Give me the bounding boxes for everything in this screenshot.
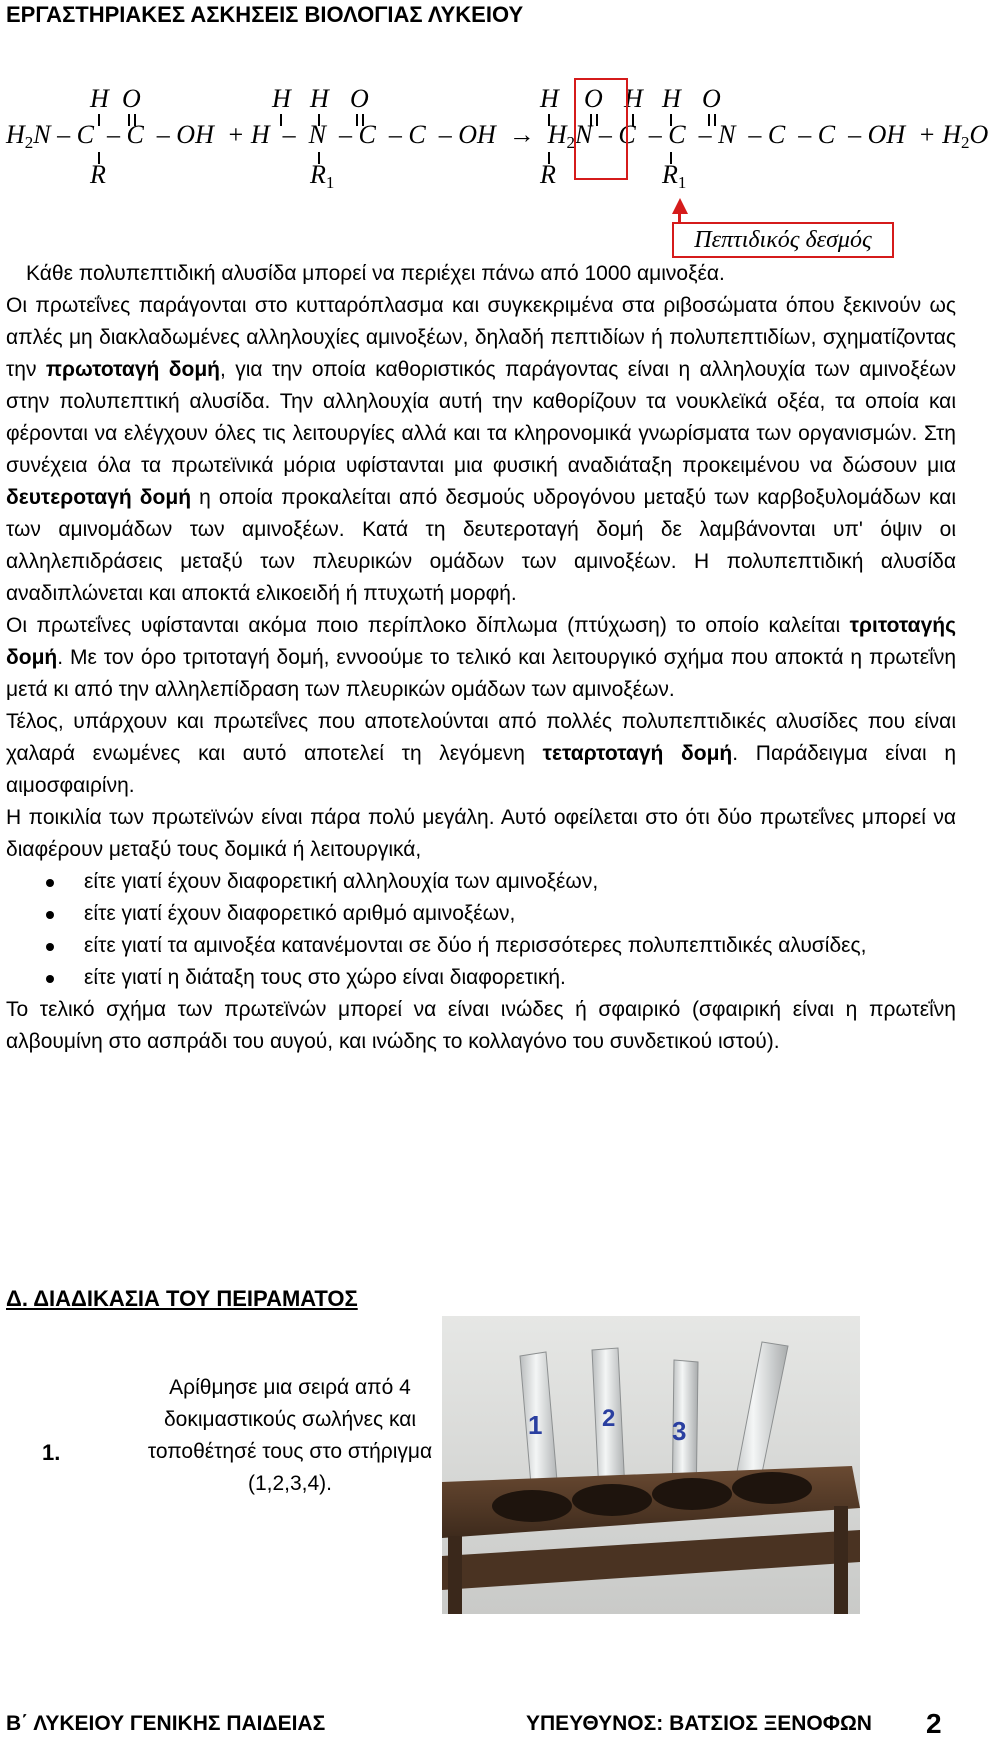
bullet-icon (46, 911, 54, 919)
list-item: είτε γιατί τα αμινοξέα κατανέμονται σε δύο ή περισσότερες πολυπεπτιδικές αλυσίδες, (6, 930, 956, 962)
atom-h: H (662, 84, 681, 113)
step-number: 1. (42, 1440, 61, 1465)
paragraph: Κάθε πολυπεπτιδική αλυσίδα μπορεί να περιέχει πάνω από 1000 αμινοξέα. (26, 262, 725, 285)
r-group: R (90, 160, 106, 189)
step-text: Αρίθμησε μια σειρά από 4 δοκιμαστικούς σωλήνες και τοποθέτησέ τους στο στήριγμα (1,2,3,4). (147, 1376, 433, 1495)
atom-o: O (350, 84, 369, 113)
left-reactant: H2N – C – C – OH + H – N – C – C – OH → H2N – C – C – N – C – C – OH + H2O (6, 120, 988, 152)
paragraph: Οι πρωτεΐνες παράγονται στο κυτταρόπλασμα και συγκεκριμένα στα ριβοσώματα όπου ξεκινούν ως απλές μη διακλαδωμένες αλληλουχίες αμινοξέων, δηλαδή πεπτιδίων ή πολυπεπτιδίων, σχηματίζοντας την πρωτοταγή δομή, για την οποία καθοριστικός παράγοντας είναι η αλληλουχία των αμινοξέων στην πολυπεπτική αλυσίδα. Την αλληλουχία αυτή την καθορίζουν τα νουκλεϊκά οξέα, τα οποία και φέρονται να ελέγχουν όλες τις λειτουργίες αλλά και τα κληρονομικά γνωρίσματα των οργανισμών. Στη συνέχεια όλα τα πρωτεϊνικά μόρια υφίστανται μια φυσική αναδιάταξη προκειμένου να δώσουν μια δευτεροταγή δομή η οποία προκαλείται από δεσμούς υδρογόνου μεταξύ των καρβοξυλομάδων και των αμινομάδων των αμινοξέων. Κατά τη δευτεροταγή δομή δε λαμβάνονται υπ' όψιν οι αλληλεπιδράσεις μεταξύ των πλευρικών ομάδων των αμινοξέων. Η πολυπεπτιδική αλυσίδα αναδιπλώνεται και αποκτά ελικοειδή ή πτυχωτή μορφή. (6, 294, 957, 605)
bullet-icon (46, 879, 54, 887)
list-item: είτε γιατί έχουν διαφορετικό αριθμό αμινοξέων, (6, 898, 956, 930)
paragraph: Οι πρωτεΐνες υφίστανται ακόμα ποιο περίπλοκο δίπλωμα (πτύχωση) το οποίο καλείται τριτοταγής δομή. Με τον όρο τριτοταγή δομή, εννοούμε το τελικό και λειτουργικό σχήμα που αποκτά η πρωτεΐνη μετά κι από την αλληλεπίδραση των πλευρικών ομάδων των αμινοξέων. (6, 614, 956, 701)
tube-label: 1 (528, 1410, 543, 1440)
atom-h: H (272, 84, 291, 113)
list-item: είτε γιατί έχουν διαφορετική αλληλουχία των αμινοξέων, (6, 866, 956, 898)
atom-h: H (310, 84, 329, 113)
peptide-bond-highlight (574, 78, 628, 180)
peptide-bond-label: Πεπτιδικός δεσμός (672, 222, 894, 258)
page-number: 2 (926, 1708, 942, 1739)
body-text (6, 258, 956, 1058)
list-item: είτε γιατί η διάταξη τους στο χώρο είναι διαφορετική. (6, 962, 956, 994)
document-header: ΕΡΓΑΣΤΗΡΙΑΚΕΣ ΑΣΚΗΣΕΙΣ ΒΙΟΛΟΓΙΑΣ ΛΥΚΕΙΟΥ (6, 2, 524, 27)
footer-left: Β΄ ΛΥΚΕΙΟΥ ΓΕΝΙΚΗΣ ΠΑΙΔΕΙΑΣ (6, 1712, 326, 1735)
bullet-icon (46, 943, 54, 951)
r1-group: R1 (662, 160, 687, 192)
r1-group: R1 (310, 160, 335, 192)
paragraph: Η ποικιλία των πρωτεϊνών είναι πάρα πολύ μεγάλη. Αυτό οφείλεται στο ότι δύο πρωτεΐνες μπορεί να διαφέρουν μεταξύ τους δομικά ή λειτουργικά, (6, 806, 956, 861)
tube-label: 3 (672, 1416, 687, 1446)
paragraph: Τέλος, υπάρχουν και πρωτεΐνες που αποτελούνται από πολλές πολυπεπτιδικές αλυσίδες που είναι χαλαρά ενωμένες και αυτό αποτελεί τη λεγόμενη τεταρτοταγή δομή. Παράδειγμα είναι η αιμοσφαιρίνη. (6, 710, 956, 797)
tube-label: 2 (602, 1405, 616, 1432)
test-tubes-photo (442, 1316, 860, 1614)
atom-h: H (624, 84, 643, 113)
bullet-icon (46, 975, 54, 983)
atom-o: O (584, 84, 603, 113)
r-group: R (540, 160, 556, 189)
atom-o: O (702, 84, 721, 113)
bullet-list (6, 866, 956, 994)
atom-h: H (540, 84, 559, 113)
paragraph: Το τελικό σχήμα των πρωτεϊνών μπορεί να είναι ινώδες ή σφαιρικό (σφαιρική είναι η πρωτεΐνη αλβουμίνη στο ασπράδι του αυγού, και ινώδης το κολλαγόνο του συνδετικού ιστού). (6, 998, 956, 1053)
atom-o: O (122, 84, 141, 113)
footer-right: ΥΠΕΥΘΥΝΟΣ: ΒΑΤΣΙΟΣ ΞΕΝΟΦΩΝ (526, 1712, 872, 1735)
atom-h: H (90, 84, 109, 113)
section-title: Δ. ΔΙΑΔΙΚΑΣΙΑ ΤΟΥ ΠΕΙΡΑΜΑΤΟΣ (6, 1286, 358, 1311)
